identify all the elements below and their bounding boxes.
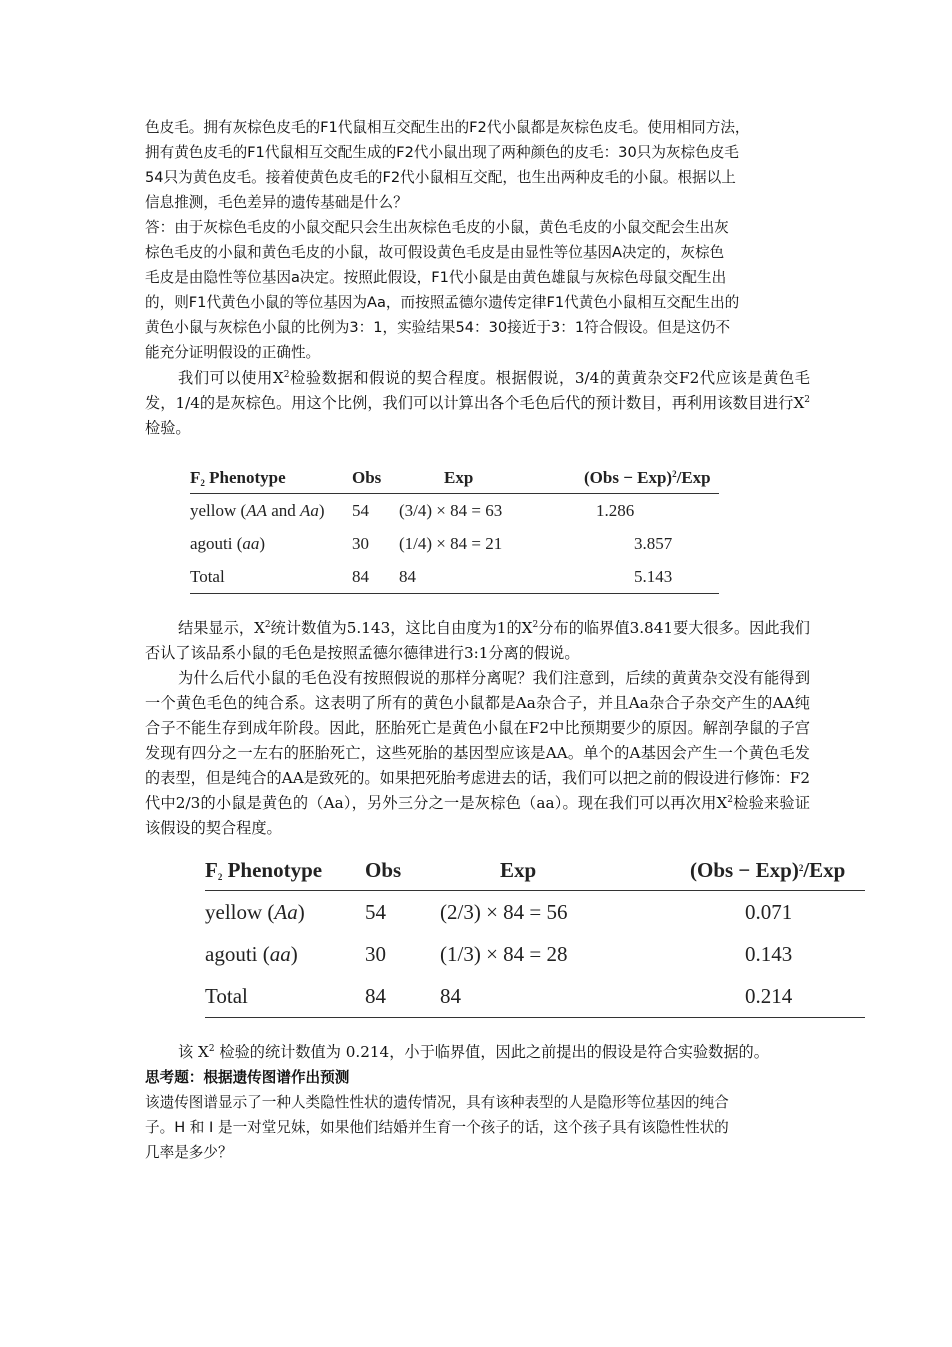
cell-exp: 84: [440, 975, 690, 1018]
cell-exp: (1/4) × 84 = 21: [399, 533, 503, 553]
text-line: 色皮毛。拥有灰棕色皮毛的F1代鼠相互交配生出的F2代小鼠都是灰棕色皮毛。使用相同方法，: [145, 119, 750, 136]
section-heading: 思考题：根据遗传图谱作出预测: [145, 1069, 350, 1086]
text-line: 该遗传图谱显示了一种人类隐性性状的遗传情况，具有该种表型的人是隐形等位基因的纯合: [145, 1094, 729, 1111]
cell-obs: 30: [365, 941, 386, 966]
column-header-obs: Obs: [365, 850, 440, 891]
explanation-paragraph: 为什么后代小鼠的毛色没有按照假说的那样分离呢？我们注意到，后续的黄黄杂交没有能得到一个黄色毛色的纯合系。这表明了所有的黄色小鼠都是Aa杂合子，并且Aa杂合子杂交产生的AA纯合子不能生存到成年阶段。因此，胚胎死亡是黄色小鼠在F2中比预期要少的原因。解剖孕鼠的子宫发现有四分之一左右的胚胎死亡，这些死胎的基因型应该是AA。单个的A基因会产生一个黄色毛发的表型，但是纯合的AA是致死的。如果把死胎考虑进去的话，我们可以把之前的假设进行修饰：F2代中2/3的小鼠是黄色的（Aa），另外三分之一是灰棕色（aa）。现在我们可以再次用$X^2$检验来验证该假设的契合程度。: [145, 669, 811, 837]
table-row: [205, 891, 865, 934]
column-header-phenotype: $F_2$ Phenotype: [190, 462, 352, 494]
answer-paragraph: [145, 215, 810, 365]
table-header-row: [205, 850, 865, 891]
cell-phenotype: agouti (aa): [190, 533, 266, 553]
text-line: 拥有黄色皮毛的F1代鼠相互交配生成的F2代小鼠出现了两种颜色的皮毛：30只为灰棕色皮毛: [145, 144, 739, 161]
cell-chi: 0.214: [690, 975, 865, 1018]
text-line: 黄色小鼠与灰棕色小鼠的比例为3：1，实验结果54：30接近于3：1符合假设。但是这仍不: [145, 319, 731, 336]
cell-exp: (1/3) × 84 = 28: [440, 941, 568, 966]
cell-chi: 1.286: [596, 500, 635, 520]
column-header-phenotype: $F_2$ Phenotype: [205, 850, 365, 891]
question-paragraph: [145, 115, 810, 215]
cell-chi: 3.857: [634, 533, 673, 553]
text-line: 毛皮是由隐性等位基因a决定。按照此假设，F1代小鼠是由黄色雄鼠与灰棕色母鼠交配生出: [145, 269, 727, 286]
pedigree-question-paragraph: [145, 1090, 810, 1165]
cell-phenotype: agouti (aa): [205, 941, 298, 966]
chi-square-result-paragraph: 结果显示，$X^2$统计数值为5.143，这比自由度为1的$X^2$分布的临界值3.841要大很多。因此我们否认了该品系小鼠的毛色是按照孟德尔德律进行3:1分离的假说。: [145, 619, 810, 662]
cell-phenotype: Total: [190, 560, 352, 594]
chi-square-table-2: [205, 850, 865, 1018]
table-row: [190, 494, 719, 528]
cell-obs: 54: [352, 500, 369, 520]
table-row-total: [190, 560, 719, 594]
chi-square-intro-paragraph: 我们可以使用$X^2$检验数据和假说的契合程度。根据假说，3/4的黄黄杂交F2代应该是黄色毛发，1/4的是灰棕色。用这个比例，我们可以计算出各个毛色后代的预计数目，再利用该数目进行$X^2$检验。: [145, 369, 810, 437]
column-header-chi: (Obs − Exp)$^2$/Exp: [690, 850, 865, 891]
text-line: 能充分证明假设的正确性。: [145, 344, 321, 361]
cell-phenotype: yellow (Aa): [205, 899, 305, 924]
table-row-total: [205, 975, 865, 1018]
table-row: [190, 527, 719, 560]
text-line: 子。H 和 I 是一对堂兄妹，如果他们结婚并生育一个孩子的话，这个孩子具有该隐性性状的: [145, 1119, 729, 1136]
text-line: 答：由于灰棕色毛皮的小鼠交配只会生出灰棕色毛皮的小鼠，黄色毛皮的小鼠交配会生出灰: [145, 219, 729, 236]
column-header-exp: Exp: [399, 462, 584, 494]
column-header-chi: (Obs − Exp)$^2$/Exp: [584, 462, 719, 494]
text-line: 棕色毛皮的小鼠和黄色毛皮的小鼠，故可假设黄色毛皮是由显性等位基因A决定的，灰棕色: [145, 244, 725, 261]
cell-phenotype: Total: [205, 975, 365, 1018]
cell-exp: 84: [399, 560, 584, 594]
chi-square-table-1: [190, 462, 719, 594]
text-line: 信息推测，毛色差异的遗传基础是什么？: [145, 194, 408, 211]
cell-chi: 5.143: [584, 560, 719, 594]
cell-obs: 84: [352, 560, 399, 594]
cell-chi: 0.143: [745, 941, 793, 966]
text-line: 的，则F1代黄色小鼠的等位基因为Aa，而按照孟德尔遗传定律F1代黄色小鼠相互交配生出的: [145, 294, 740, 311]
column-header-obs: Obs: [352, 462, 399, 494]
conclusion-paragraph: 该 $X^2$ 检验的统计数值为 0.214，小于临界值，因此之前提出的假设是符合实验数据的。: [178, 1043, 769, 1061]
table-header-row: [190, 462, 719, 494]
cell-chi: 0.071: [745, 899, 793, 924]
text-line: 54只为黄色皮毛。接着使黄色皮毛的F2代小鼠相互交配，也生出两种皮毛的小鼠。根据以上: [145, 169, 736, 186]
column-header-exp: Exp: [440, 850, 690, 891]
table-row: [205, 933, 865, 975]
cell-obs: 54: [365, 899, 386, 924]
cell-exp: (2/3) × 84 = 56: [440, 899, 568, 924]
cell-obs: 84: [365, 975, 440, 1018]
text-line: 几率是多少？: [145, 1144, 233, 1161]
cell-obs: 30: [352, 533, 369, 553]
cell-exp: (3/4) × 84 = 63: [399, 500, 503, 520]
cell-phenotype: yellow (AA and Aa): [190, 500, 325, 520]
